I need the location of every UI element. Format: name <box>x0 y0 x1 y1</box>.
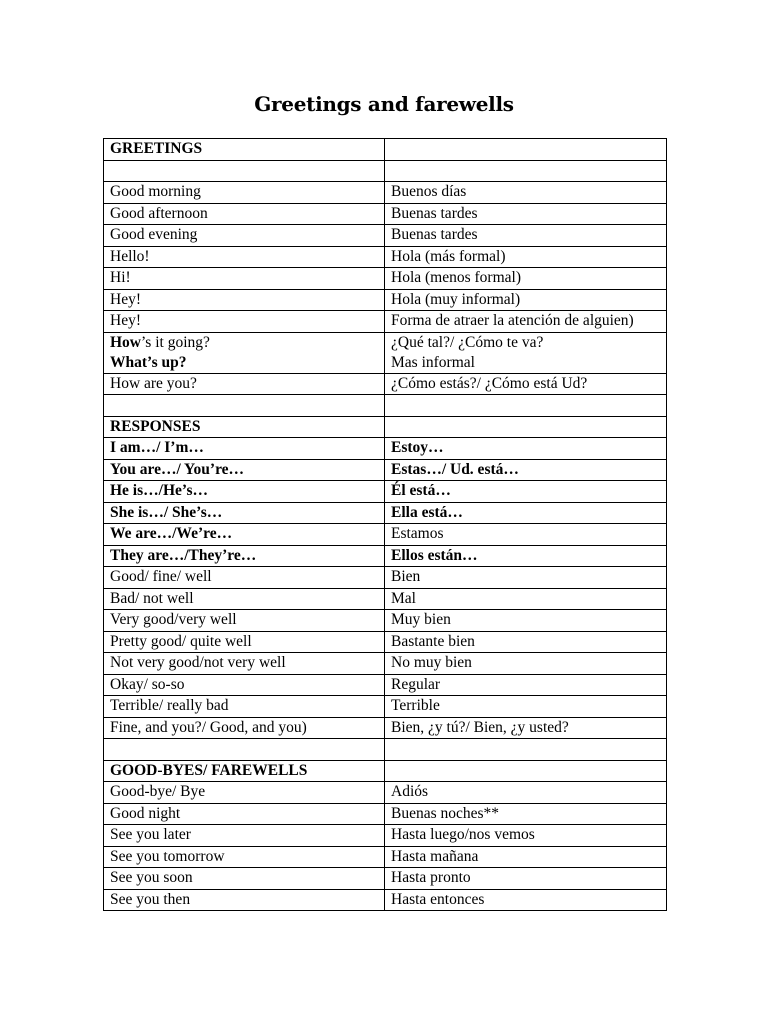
document-title: Greetings and farewells <box>254 92 514 116</box>
english-cell: We are…/We’re… <box>104 524 385 546</box>
table-row <box>104 502 667 524</box>
english-cell: Hello! <box>104 246 385 268</box>
spanish-cell: Él está… <box>385 481 667 503</box>
english-cell: Good afternoon <box>104 203 385 225</box>
english-cell: Good/ fine/ well <box>104 567 385 589</box>
section-heading-farewells: GOOD-BYES/ FAREWELLS <box>104 760 385 782</box>
english-cell: See you soon <box>104 868 385 890</box>
english-cell: You are…/ You’re… <box>104 459 385 481</box>
english-cell: Bad/ not well <box>104 588 385 610</box>
table-row <box>104 717 667 739</box>
table-row <box>104 545 667 567</box>
spanish-cell: Bastante bien <box>385 631 667 653</box>
section-heading-greetings: GREETINGS <box>104 139 385 161</box>
empty-cell <box>385 139 667 161</box>
table-row <box>104 268 667 290</box>
table-row <box>104 225 667 247</box>
section-header-row <box>104 416 667 438</box>
english-cell: Fine, and you?/ Good, and you) <box>104 717 385 739</box>
table-row <box>104 846 667 868</box>
empty-cell <box>104 395 385 417</box>
english-line-rest: ’s it going? <box>141 333 210 351</box>
english-line: What’s up? <box>110 353 187 371</box>
spanish-cell: Buenas noches** <box>385 803 667 825</box>
spanish-cell: Hola (muy informal) <box>385 289 667 311</box>
english-cell: Good evening <box>104 225 385 247</box>
table-row <box>104 674 667 696</box>
empty-cell <box>104 160 385 182</box>
empty-cell <box>385 416 667 438</box>
table-row <box>104 631 667 653</box>
spanish-cell: Hasta pronto <box>385 868 667 890</box>
table-row <box>104 481 667 503</box>
spanish-line: Mas informal <box>391 353 475 371</box>
spanish-cell: Hasta luego/nos vemos <box>385 825 667 847</box>
table-row <box>104 803 667 825</box>
table-row <box>104 782 667 804</box>
english-cell: See you then <box>104 889 385 911</box>
spanish-cell: Terrible <box>385 696 667 718</box>
table-row <box>104 588 667 610</box>
table-row <box>104 696 667 718</box>
spanish-cell: Hola (más formal) <box>385 246 667 268</box>
spacer-row <box>104 739 667 761</box>
table-row <box>104 246 667 268</box>
english-cell: See you tomorrow <box>104 846 385 868</box>
table-row <box>104 889 667 911</box>
spanish-cell: ¿Cómo estás?/ ¿Cómo está Ud? <box>385 373 667 395</box>
table-row <box>104 289 667 311</box>
spanish-cell: No muy bien <box>385 653 667 675</box>
english-cell: He is…/He’s… <box>104 481 385 503</box>
spanish-cell: Bien <box>385 567 667 589</box>
table-row <box>104 332 667 373</box>
spanish-cell: Ellos están… <box>385 545 667 567</box>
table-row <box>104 182 667 204</box>
vocabulary-table <box>103 138 667 911</box>
spanish-cell: Estas…/ Ud. está… <box>385 459 667 481</box>
section-header-row <box>104 760 667 782</box>
spanish-line: ¿Qué tal?/ ¿Cómo te va? <box>391 333 544 351</box>
english-cell: I am…/ I’m… <box>104 438 385 460</box>
table-row <box>104 311 667 333</box>
english-cell: They are…/They’re… <box>104 545 385 567</box>
english-cell: Hey! <box>104 289 385 311</box>
empty-cell <box>385 760 667 782</box>
table-row <box>104 567 667 589</box>
table-row <box>104 825 667 847</box>
english-cell: Good morning <box>104 182 385 204</box>
english-cell: Terrible/ really bad <box>104 696 385 718</box>
spanish-cell: Bien, ¿y tú?/ Bien, ¿y usted? <box>385 717 667 739</box>
english-cell: Not very good/not very well <box>104 653 385 675</box>
spanish-cell: Hasta mañana <box>385 846 667 868</box>
empty-cell <box>385 739 667 761</box>
table-row <box>104 610 667 632</box>
empty-cell <box>385 395 667 417</box>
english-line <box>110 333 378 353</box>
table-row <box>104 459 667 481</box>
english-cell: Very good/very well <box>104 610 385 632</box>
section-heading-responses: RESPONSES <box>104 416 385 438</box>
english-cell: She is…/ She’s… <box>104 502 385 524</box>
table-row <box>104 653 667 675</box>
english-cell: Good-bye/ Bye <box>104 782 385 804</box>
spanish-cell: Estamos <box>385 524 667 546</box>
section-header-row <box>104 139 667 161</box>
spanish-cell <box>385 332 667 373</box>
spanish-cell: Mal <box>385 588 667 610</box>
spanish-cell: Forma de atraer la atención de alguien) <box>385 311 667 333</box>
spanish-cell: Hasta entonces <box>385 889 667 911</box>
spanish-cell: Muy bien <box>385 610 667 632</box>
spanish-cell: Buenos días <box>385 182 667 204</box>
spacer-row <box>104 160 667 182</box>
english-cell: Hi! <box>104 268 385 290</box>
spanish-cell: Adiós <box>385 782 667 804</box>
english-cell: Good night <box>104 803 385 825</box>
table-row <box>104 438 667 460</box>
table-row <box>104 373 667 395</box>
spacer-row <box>104 395 667 417</box>
bold-word: How <box>110 333 141 351</box>
empty-cell <box>104 739 385 761</box>
english-cell: Hey! <box>104 311 385 333</box>
spanish-cell: Estoy… <box>385 438 667 460</box>
spanish-cell: Buenas tardes <box>385 203 667 225</box>
table-row <box>104 524 667 546</box>
english-cell: Pretty good/ quite well <box>104 631 385 653</box>
english-cell <box>104 332 385 373</box>
spanish-cell: Buenas tardes <box>385 225 667 247</box>
spanish-cell: Regular <box>385 674 667 696</box>
spanish-cell: Ella está… <box>385 502 667 524</box>
spanish-cell: Hola (menos formal) <box>385 268 667 290</box>
english-cell: See you later <box>104 825 385 847</box>
empty-cell <box>385 160 667 182</box>
english-cell: Okay/ so-so <box>104 674 385 696</box>
table-row <box>104 868 667 890</box>
table-row <box>104 203 667 225</box>
english-cell: How are you? <box>104 373 385 395</box>
